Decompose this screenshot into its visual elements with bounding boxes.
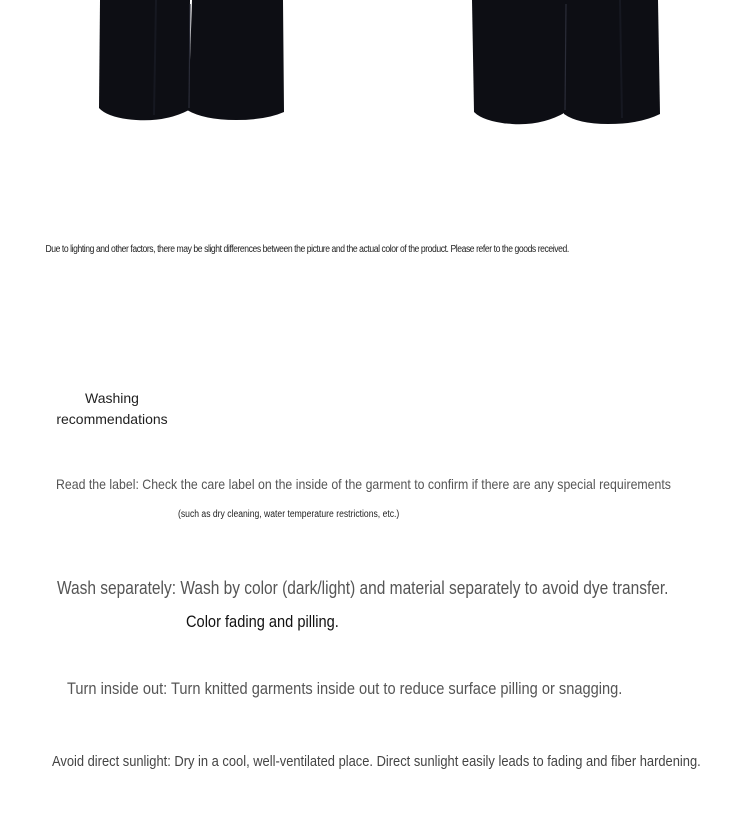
pants-right-leg [564, 0, 660, 124]
pants-image-left [96, 0, 288, 122]
wash-tip-wash-separately: Wash separately: Wash by color (dark/light) and material separately to avoid dye transfer. [57, 578, 669, 598]
wash-tip-wash-separately-note: Color fading and pilling. [186, 612, 339, 631]
pants-right-leg [187, 0, 284, 120]
wash-tip-turn-inside-out: Turn inside out: Turn knitted garments inside out to reduce surface pilling or snagging. [67, 679, 623, 698]
washing-title: Washing recommendations [56, 390, 168, 427]
wash-tip-read-label: Read the label: Check the care label on the inside of the garment to confirm if there are any special requirements [56, 476, 671, 492]
pants-image-right [470, 0, 662, 126]
color-disclaimer: Due to lighting and other factors, there may be slight differences between the picture and the actual color of the product. Please refer to the goods received. [45, 244, 569, 255]
pants-left-leg [99, 0, 190, 120]
wash-tip-avoid-sunlight: Avoid direct sunlight: Dry in a cool, well-ventilated place. Direct sunlight easily leads to fading and fiber hardening. [52, 753, 701, 770]
wash-tip-read-label-note: (such as dry cleaning, water temperature restrictions, etc.) [178, 509, 400, 520]
pants-left-leg [472, 0, 566, 124]
